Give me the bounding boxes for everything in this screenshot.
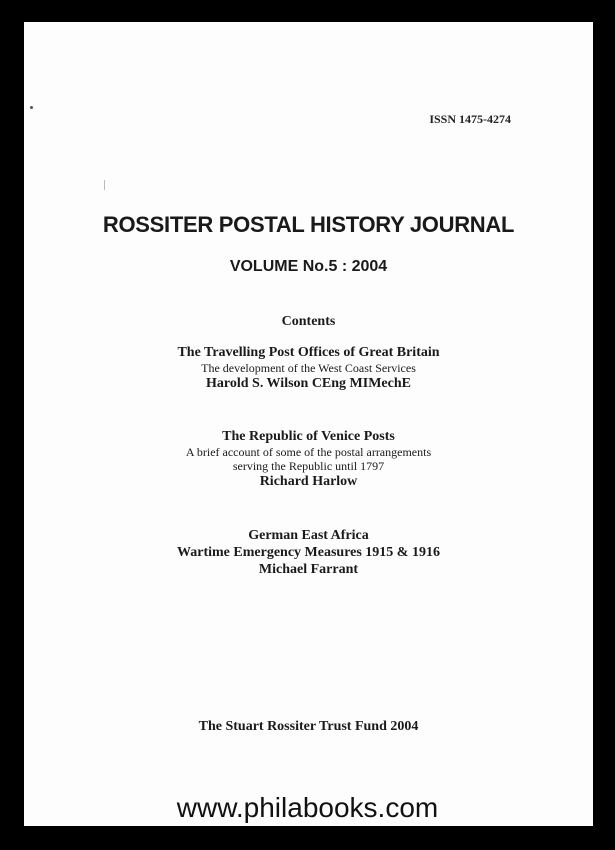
entry-title: The Republic of Venice Posts — [222, 429, 395, 444]
entry-author: Harold S. Wilson CEng MIMechE — [206, 376, 411, 391]
entry-subtitle: A brief account of some of the postal arrangements — [185, 445, 432, 459]
entry-title: The Travelling Post Offices of Great Britain — [177, 345, 440, 360]
entry-subtitle: The development of the West Coast Services — [201, 361, 416, 375]
paper-mark — [104, 180, 105, 190]
entry-subtitle: serving the Republic until 1797 — [232, 459, 385, 473]
contents-entry — [24, 428, 593, 490]
journal-title: ROSSITER POSTAL HISTORY JOURNAL — [102, 212, 515, 237]
issn-number: ISSN 1475-4274 — [429, 112, 511, 126]
contents-entry — [24, 344, 593, 392]
document-page — [24, 22, 593, 826]
contents-entry — [24, 527, 593, 578]
entry-title: German East Africa — [248, 528, 369, 543]
entry-author: Michael Farrant — [258, 562, 359, 577]
entry-author: Richard Harlow — [259, 474, 358, 489]
paper-speck — [30, 106, 33, 109]
volume-label: VOLUME No.5 : 2004 — [229, 258, 388, 275]
contents-heading: Contents — [281, 314, 336, 329]
watermark-url: www.philabooks.com — [176, 792, 439, 823]
publisher-line: The Stuart Rossiter Trust Fund 2004 — [198, 719, 419, 734]
entry-subtitle: Wartime Emergency Measures 1915 & 1916 — [177, 545, 440, 560]
